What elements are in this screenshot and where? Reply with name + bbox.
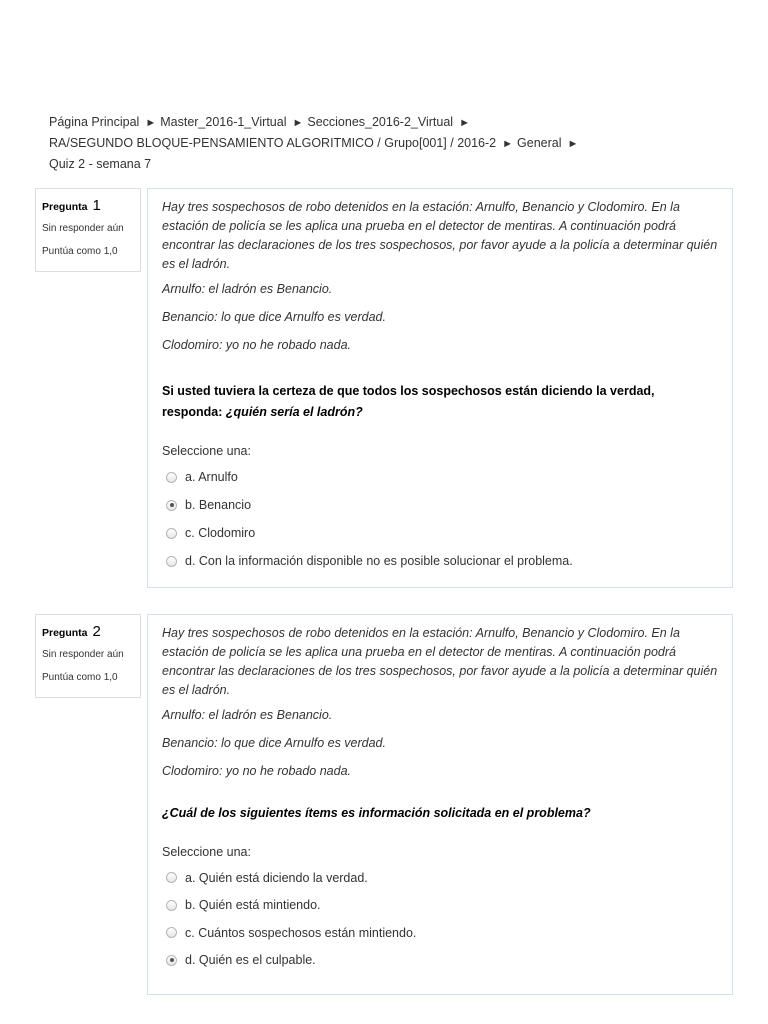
- question-prompt: [162, 803, 718, 824]
- option-label: b. Benancio: [185, 498, 252, 512]
- radio-unchecked-icon[interactable]: [166, 556, 177, 567]
- option-a[interactable]: [162, 463, 718, 491]
- breadcrumb-quiz-current: Quiz 2 - semana 7: [49, 157, 152, 171]
- option-d[interactable]: [162, 547, 718, 575]
- question-prompt-emphasis: ¿Cuál de los siguientes ítems es información solicitada en el problema?: [162, 806, 591, 820]
- option-d[interactable]: [162, 947, 718, 975]
- breadcrumb-general-link[interactable]: General: [517, 136, 562, 150]
- statement-clodomiro: Clodomiro: yo no he robado nada.: [162, 338, 352, 352]
- option-label: c. Clodomiro: [185, 526, 256, 540]
- option-a[interactable]: [162, 864, 718, 892]
- option-label: d. Con la información disponible no es posible solucionar el problema.: [185, 554, 573, 568]
- question-prompt-main: Si usted tuviera la certeza de que todos los sospechosos están diciendo la verdad, responda:: [162, 384, 655, 419]
- question-info-box: [35, 188, 141, 272]
- question-number-value: 2: [92, 623, 101, 640]
- question-grade: Puntúa como 1,0: [42, 246, 118, 257]
- breadcrumb-separator-icon: ►: [292, 117, 304, 129]
- statement-arnulfo: Arnulfo: el ladrón es Benancio.: [162, 282, 333, 296]
- breadcrumb: [49, 112, 689, 174]
- question-number-value: 1: [92, 197, 101, 214]
- question-prompt: [162, 381, 718, 423]
- option-label: a. Arnulfo: [185, 470, 238, 484]
- option-label: a. Quién está diciendo la verdad.: [185, 870, 368, 885]
- select-one-label: Seleccione una:: [162, 845, 251, 859]
- radio-checked-icon[interactable]: [166, 500, 177, 511]
- question-text: [162, 198, 718, 355]
- question-grade: Puntúa como 1,0: [42, 672, 118, 683]
- question-prompt-emphasis: ¿quién sería el ladrón?: [225, 405, 363, 419]
- question-number: [42, 197, 134, 214]
- breadcrumb-separator-icon: ►: [502, 138, 514, 150]
- option-label: b. Quién está mintiendo.: [185, 898, 321, 913]
- question-label: Pregunta: [42, 627, 88, 639]
- option-c[interactable]: [162, 519, 718, 547]
- statement-benancio: Benancio: lo que dice Arnulfo es verdad.: [162, 736, 386, 750]
- radio-unchecked-icon[interactable]: [166, 472, 177, 483]
- breadcrumb-separator-icon: ►: [145, 117, 157, 129]
- question-content: [147, 188, 733, 588]
- breadcrumb-master-link[interactable]: Master_2016-1_Virtual: [160, 115, 287, 129]
- radio-unchecked-icon[interactable]: [166, 927, 177, 938]
- question-state: Sin responder aún: [42, 223, 124, 234]
- option-b[interactable]: [162, 892, 718, 920]
- question-intro: Hay tres sospechosos de robo detenidos en la estación: Arnulfo, Benancio y Clodomiro. En la estación de policía se les aplica una prueba en el detector de mentiras. A continuación podrá encontrar las declaraciones de los tres sospechosos, por favor ayude a la policía a determinar quién es el ladrón.: [162, 200, 718, 271]
- breadcrumb-sections-link[interactable]: Secciones_2016-2_Virtual: [307, 115, 454, 129]
- radio-unchecked-icon[interactable]: [166, 900, 177, 911]
- option-label: d. Quién es el culpable.: [185, 953, 316, 968]
- statement-benancio: Benancio: lo que dice Arnulfo es verdad.: [162, 310, 386, 324]
- question-text: [162, 624, 718, 781]
- breadcrumb-home-link[interactable]: Página Principal: [49, 115, 140, 129]
- statement-arnulfo: Arnulfo: el ladrón es Benancio.: [162, 708, 333, 722]
- radio-unchecked-icon[interactable]: [166, 872, 177, 883]
- question-content: [147, 614, 733, 995]
- option-c[interactable]: [162, 919, 718, 947]
- breadcrumb-course-link[interactable]: RA/SEGUNDO BLOQUE-PENSAMIENTO ALGORITMICO / Grupo[001] / 2016-2: [49, 136, 497, 150]
- select-one-label: Seleccione una:: [162, 444, 251, 458]
- question-state: Sin responder aún: [42, 649, 124, 660]
- question-info-box: [35, 614, 141, 698]
- answer-options: [162, 864, 718, 974]
- question-label: Pregunta: [42, 201, 88, 213]
- question-intro: Hay tres sospechosos de robo detenidos en la estación: Arnulfo, Benancio y Clodomiro. En la estación de policía se les aplica una prueba en el detector de mentiras. A continuación podrá encontrar las declaraciones de los tres sospechosos, por favor ayude a la policía a determinar quién es el ladrón.: [162, 626, 718, 697]
- breadcrumb-separator-icon: ►: [459, 117, 470, 129]
- breadcrumb-separator-icon: ►: [567, 138, 579, 150]
- question-number: [42, 623, 134, 640]
- answer-options: [162, 463, 718, 575]
- option-label: c. Cuántos sospechosos están mintiendo.: [185, 925, 417, 940]
- statement-clodomiro: Clodomiro: yo no he robado nada.: [162, 764, 352, 778]
- option-b[interactable]: [162, 491, 718, 519]
- radio-unchecked-icon[interactable]: [166, 528, 177, 539]
- radio-checked-icon[interactable]: [166, 955, 177, 966]
